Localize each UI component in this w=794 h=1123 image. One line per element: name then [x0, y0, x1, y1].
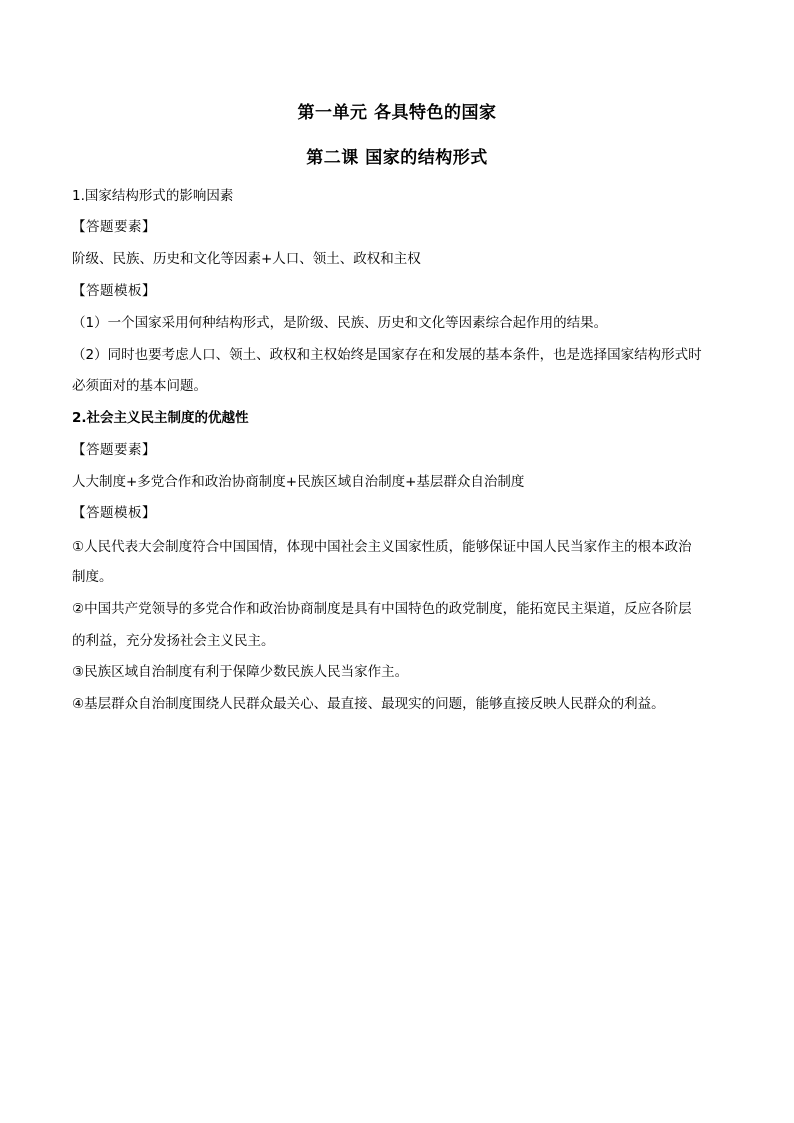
section2-item: ③民族区域自治制度有利于保障少数民族人民当家作主。: [72, 664, 409, 680]
section1-elements-text: 阶级、民族、历史和文化等因素+人口、领土、政权和主权: [72, 251, 421, 267]
section1-item: （1）一个国家采用何种结构形式，是阶级、民族、历史和文化等因素综合起作用的结果。: [72, 315, 608, 331]
section1-heading: 1.国家结构形式的影响因素: [72, 188, 234, 204]
unit-title: 第一单元 各具特色的国家: [297, 103, 497, 123]
section2-item: ②中国共产党领导的多党合作和政治协商制度是具有中国特色的政党制度，能拓宽民主渠道，反应各阶层: [72, 601, 692, 617]
section2-item: 的利益，充分发扬社会主义民主。: [72, 633, 275, 649]
section2-item: 制度。: [72, 569, 113, 585]
section1-template-label: 【答题模板】: [72, 283, 156, 299]
lesson-title: 第二课 国家的结构形式: [306, 148, 488, 168]
section2-item: ④基层群众自治制度围绕人民群众最关心、最直接、最现实的问题，能够直接反映人民群众的利益。: [72, 696, 665, 712]
section2-item: ①人民代表大会制度符合中国国情，体现中国社会主义国家性质，能够保证中国人民当家作主的根本政治: [72, 539, 692, 555]
section2-template-label: 【答题模板】: [72, 505, 156, 521]
section1-elements-label: 【答题要素】: [72, 219, 156, 235]
section1-item: 必须面对的基本问题。: [72, 378, 207, 394]
section1-item: （2）同时也要考虑人口、领土、政权和主权始终是国家存在和发展的基本条件，也是选择国家结构形式时: [72, 347, 702, 363]
section2-elements-text: 人大制度+多党合作和政治协商制度+民族区域自治制度+基层群众自治制度: [72, 474, 525, 490]
section2-heading: 2.社会主义民主制度的优越性: [72, 410, 249, 426]
section2-elements-label: 【答题要素】: [72, 442, 156, 458]
